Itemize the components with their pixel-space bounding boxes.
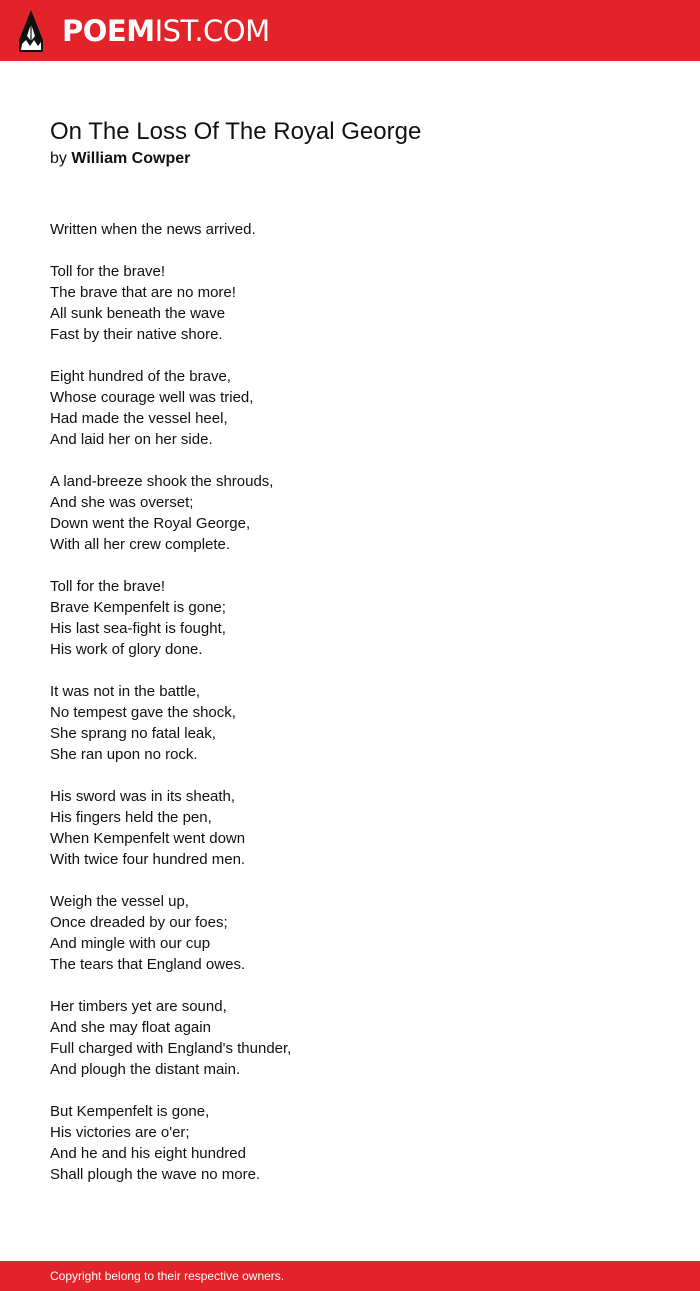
by-label: by bbox=[50, 150, 67, 167]
stanza bbox=[50, 786, 650, 870]
stanza bbox=[50, 1101, 650, 1185]
poem-line: His last sea-fight is fought, bbox=[50, 620, 226, 637]
stanza bbox=[50, 891, 650, 975]
poem-line: Eight hundred of the brave, bbox=[50, 368, 231, 385]
site-logo[interactable] bbox=[18, 10, 270, 52]
poem-line: She sprang no fatal leak, bbox=[50, 725, 216, 742]
poem-line: Down went the Royal George, bbox=[50, 515, 251, 532]
poem-line: His work of glory done. bbox=[50, 641, 203, 658]
brand-name-light: IST.COM bbox=[154, 14, 270, 48]
poem-line: It was not in the battle, bbox=[50, 683, 201, 700]
poem-line: With twice four hundred men. bbox=[50, 851, 246, 868]
stanza bbox=[50, 219, 650, 240]
poem-line: And she may float again bbox=[50, 1019, 211, 1036]
poem-line: Toll for the brave! bbox=[50, 578, 166, 595]
stanza bbox=[50, 366, 650, 450]
brand-name bbox=[62, 10, 270, 52]
poem-line: His fingers held the pen, bbox=[50, 809, 212, 826]
poem-line: With all her crew complete. bbox=[50, 536, 231, 553]
poem-line: And laid her on her side. bbox=[50, 431, 213, 448]
poem-title: On The Loss Of The Royal George bbox=[50, 118, 422, 145]
byline bbox=[50, 149, 190, 169]
poem-line: And mingle with our cup bbox=[50, 935, 211, 952]
poem-body bbox=[50, 219, 650, 1206]
poem-line: And plough the distant main. bbox=[50, 1061, 241, 1078]
poem-line: Fast by their native shore. bbox=[50, 326, 223, 343]
author-name: William Cowper bbox=[71, 150, 191, 167]
stanza bbox=[50, 261, 650, 345]
poem-line: Had made the vessel heel, bbox=[50, 410, 228, 427]
poem-line: When Kempenfelt went down bbox=[50, 830, 246, 847]
poem-line: Her timbers yet are sound, bbox=[50, 998, 227, 1015]
site-header bbox=[0, 0, 700, 61]
poem-line: The brave that are no more! bbox=[50, 284, 236, 301]
poem-line: Full charged with England's thunder, bbox=[50, 1040, 292, 1057]
poem-line: The tears that England owes. bbox=[50, 956, 246, 973]
stanza bbox=[50, 576, 650, 660]
poem-line: His victories are o'er; bbox=[50, 1124, 190, 1141]
poem-line: His sword was in its sheath, bbox=[50, 788, 236, 805]
poem-line: Written when the news arrived. bbox=[50, 221, 256, 238]
poem-line: She ran upon no rock. bbox=[50, 746, 198, 763]
poem-line: A land-breeze shook the shrouds, bbox=[50, 473, 274, 490]
poem-line: Toll for the brave! bbox=[50, 263, 166, 280]
pen-nib-icon bbox=[18, 10, 44, 52]
site-footer bbox=[0, 1261, 700, 1291]
poem-line: And he and his eight hundred bbox=[50, 1145, 246, 1162]
poem-line: Brave Kempenfelt is gone; bbox=[50, 599, 226, 616]
poem-line: But Kempenfelt is gone, bbox=[50, 1103, 210, 1120]
copyright-notice: Copyright belong to their respective owners. bbox=[50, 1269, 285, 1283]
stanza bbox=[50, 471, 650, 555]
poem-line: Weigh the vessel up, bbox=[50, 893, 189, 910]
poem-line: Shall plough the wave no more. bbox=[50, 1166, 261, 1183]
stanza bbox=[50, 681, 650, 765]
poem-line: And she was overset; bbox=[50, 494, 194, 511]
poem-line: No tempest gave the shock, bbox=[50, 704, 236, 721]
poem-line: Whose courage well was tried, bbox=[50, 389, 254, 406]
poem-line: Once dreaded by our foes; bbox=[50, 914, 228, 931]
poem-line: All sunk beneath the wave bbox=[50, 305, 226, 322]
stanza bbox=[50, 996, 650, 1080]
brand-name-strong: POEM bbox=[62, 14, 155, 48]
